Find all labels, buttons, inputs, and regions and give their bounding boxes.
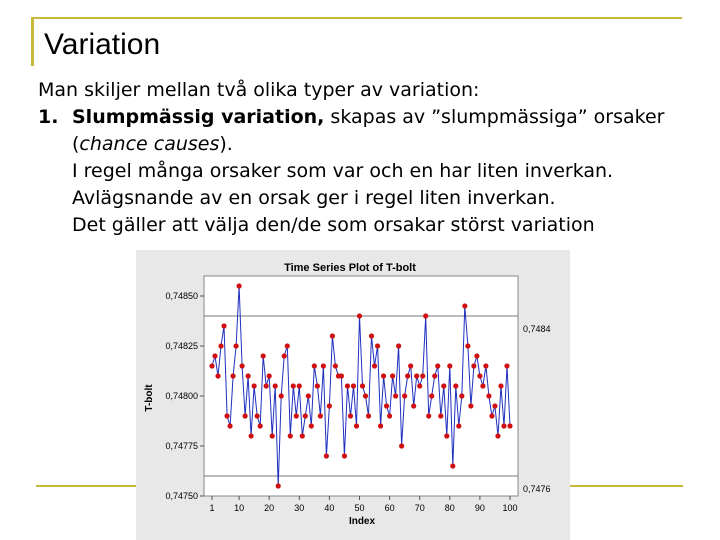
data-point-60 bbox=[387, 413, 392, 418]
data-point-9 bbox=[233, 343, 238, 348]
data-point-4 bbox=[218, 343, 223, 348]
data-point-68 bbox=[411, 403, 416, 408]
data-point-67 bbox=[408, 363, 413, 368]
data-point-51 bbox=[360, 383, 365, 388]
data-point-58 bbox=[381, 373, 386, 378]
data-point-46 bbox=[345, 383, 350, 388]
data-point-90 bbox=[477, 373, 482, 378]
data-point-82 bbox=[453, 383, 458, 388]
data-point-78 bbox=[441, 383, 446, 388]
x-tick-label-2: 20 bbox=[264, 503, 275, 513]
data-point-6 bbox=[224, 413, 229, 418]
paren-close: ). bbox=[219, 133, 233, 155]
x-tick-label-5: 50 bbox=[354, 503, 365, 513]
list-text: skapas av ”slumpmässiga” orsaker bbox=[324, 106, 665, 128]
data-point-12 bbox=[243, 413, 248, 418]
data-point-83 bbox=[456, 423, 461, 428]
data-point-15 bbox=[252, 383, 257, 388]
data-point-24 bbox=[279, 393, 284, 398]
x-tick-label-6: 60 bbox=[384, 503, 395, 513]
y-tick-label-3: 0,74825 bbox=[165, 341, 198, 351]
data-point-59 bbox=[384, 403, 389, 408]
data-point-28 bbox=[291, 383, 296, 388]
data-point-96 bbox=[495, 433, 500, 438]
data-point-50 bbox=[357, 313, 362, 318]
data-point-29 bbox=[294, 413, 299, 418]
y-tick-label-4: 0,74850 bbox=[165, 291, 198, 301]
data-point-30 bbox=[297, 383, 302, 388]
data-point-5 bbox=[221, 323, 226, 328]
y-tick-label-0: 0,74750 bbox=[165, 491, 198, 501]
data-point-8 bbox=[230, 373, 235, 378]
data-point-18 bbox=[261, 353, 266, 358]
data-point-81 bbox=[450, 463, 455, 468]
data-point-55 bbox=[372, 363, 377, 368]
data-point-84 bbox=[459, 393, 464, 398]
data-point-93 bbox=[486, 393, 491, 398]
data-point-80 bbox=[447, 363, 452, 368]
data-point-65 bbox=[402, 393, 407, 398]
data-point-38 bbox=[321, 363, 326, 368]
data-point-86 bbox=[465, 343, 470, 348]
y-axis-label: T-bolt bbox=[144, 384, 155, 412]
data-point-57 bbox=[378, 423, 383, 428]
y-tick-label-2: 0,74800 bbox=[165, 391, 198, 401]
data-point-41 bbox=[330, 333, 335, 338]
detail-line-2: Avlägsnande av en orsak ger i regel liten inverkan. bbox=[72, 187, 556, 209]
paren-open: ( bbox=[72, 133, 80, 155]
reference-label-1: 0,7476 bbox=[523, 484, 551, 494]
data-point-91 bbox=[480, 383, 485, 388]
y-tick-label-1: 0,74775 bbox=[165, 441, 198, 451]
data-point-40 bbox=[327, 403, 332, 408]
data-point-10 bbox=[236, 283, 241, 288]
data-point-19 bbox=[264, 383, 269, 388]
data-point-44 bbox=[339, 373, 344, 378]
data-point-85 bbox=[462, 303, 467, 308]
data-point-63 bbox=[396, 343, 401, 348]
intro-line: Man skiljer mellan två olika typer av variation: bbox=[38, 79, 480, 101]
data-point-1 bbox=[209, 363, 214, 368]
data-point-100 bbox=[507, 423, 512, 428]
time-series-chart bbox=[136, 250, 570, 540]
detail-line-1: I regel många orsaker som var och en har liten inverkan. bbox=[72, 160, 614, 182]
x-tick-label-8: 80 bbox=[444, 503, 455, 513]
data-point-94 bbox=[489, 413, 494, 418]
data-point-36 bbox=[315, 383, 320, 388]
data-point-3 bbox=[215, 373, 220, 378]
data-point-33 bbox=[306, 393, 311, 398]
data-point-89 bbox=[474, 353, 479, 358]
data-point-7 bbox=[227, 423, 232, 428]
data-point-45 bbox=[342, 453, 347, 458]
data-point-56 bbox=[375, 343, 380, 348]
data-point-25 bbox=[282, 353, 287, 358]
data-point-35 bbox=[312, 363, 317, 368]
list-number: 1. bbox=[38, 106, 59, 128]
data-point-27 bbox=[288, 433, 293, 438]
data-point-71 bbox=[420, 373, 425, 378]
data-point-73 bbox=[426, 413, 431, 418]
data-point-88 bbox=[471, 363, 476, 368]
x-axis-label: Index bbox=[348, 516, 376, 527]
data-point-87 bbox=[468, 403, 473, 408]
data-point-66 bbox=[405, 373, 410, 378]
data-point-2 bbox=[212, 353, 217, 358]
x-tick-label-4: 40 bbox=[324, 503, 335, 513]
data-point-69 bbox=[414, 373, 419, 378]
data-point-39 bbox=[324, 453, 329, 458]
slide-body bbox=[38, 77, 708, 239]
x-tick-label-3: 30 bbox=[294, 503, 305, 513]
x-tick-label-7: 70 bbox=[414, 503, 425, 513]
data-point-14 bbox=[249, 433, 254, 438]
data-point-99 bbox=[504, 363, 509, 368]
data-point-92 bbox=[483, 363, 488, 368]
data-point-23 bbox=[276, 483, 281, 488]
list-term: Slumpmässig variation, bbox=[72, 106, 325, 128]
data-point-62 bbox=[393, 393, 398, 398]
data-point-17 bbox=[258, 423, 263, 428]
data-point-34 bbox=[309, 423, 314, 428]
data-point-53 bbox=[366, 413, 371, 418]
data-point-22 bbox=[273, 383, 278, 388]
data-point-98 bbox=[501, 423, 506, 428]
x-tick-label-9: 90 bbox=[474, 503, 485, 513]
data-point-32 bbox=[303, 413, 308, 418]
parenthetical-line bbox=[38, 131, 708, 158]
chart-title: Time Series Plot of T-bolt bbox=[284, 262, 416, 274]
data-point-72 bbox=[423, 313, 428, 318]
data-point-11 bbox=[240, 363, 245, 368]
data-point-64 bbox=[399, 443, 404, 448]
x-tick-label-10: 100 bbox=[502, 503, 518, 513]
data-point-42 bbox=[333, 363, 338, 368]
data-point-52 bbox=[363, 393, 368, 398]
x-tick-label-1: 10 bbox=[234, 503, 245, 513]
data-point-16 bbox=[255, 413, 260, 418]
data-point-47 bbox=[348, 413, 353, 418]
list-item-1 bbox=[38, 104, 708, 131]
x-tick-label-0: 1 bbox=[209, 503, 215, 513]
reference-label-0: 0,7484 bbox=[523, 324, 551, 334]
chance-causes-term: chance causes bbox=[79, 133, 220, 155]
chart-svg bbox=[136, 250, 570, 540]
data-point-61 bbox=[390, 373, 395, 378]
footer-rule-left bbox=[36, 485, 136, 487]
data-point-95 bbox=[492, 403, 497, 408]
data-point-79 bbox=[444, 433, 449, 438]
footer-rule-right bbox=[569, 485, 683, 487]
data-point-37 bbox=[318, 413, 323, 418]
data-point-75 bbox=[432, 373, 437, 378]
data-point-48 bbox=[351, 383, 356, 388]
data-point-74 bbox=[429, 393, 434, 398]
data-point-77 bbox=[438, 413, 443, 418]
data-point-21 bbox=[270, 433, 275, 438]
data-point-20 bbox=[267, 373, 272, 378]
data-point-97 bbox=[498, 383, 503, 388]
data-point-26 bbox=[285, 343, 290, 348]
data-point-54 bbox=[369, 333, 374, 338]
data-point-13 bbox=[246, 373, 251, 378]
detail-line-3: Det gäller att välja den/de som orsakar störst variation bbox=[72, 214, 595, 236]
slide-title: Variation bbox=[44, 28, 161, 61]
data-point-76 bbox=[435, 363, 440, 368]
data-point-49 bbox=[354, 423, 359, 428]
data-point-31 bbox=[300, 433, 305, 438]
data-point-70 bbox=[417, 383, 422, 388]
